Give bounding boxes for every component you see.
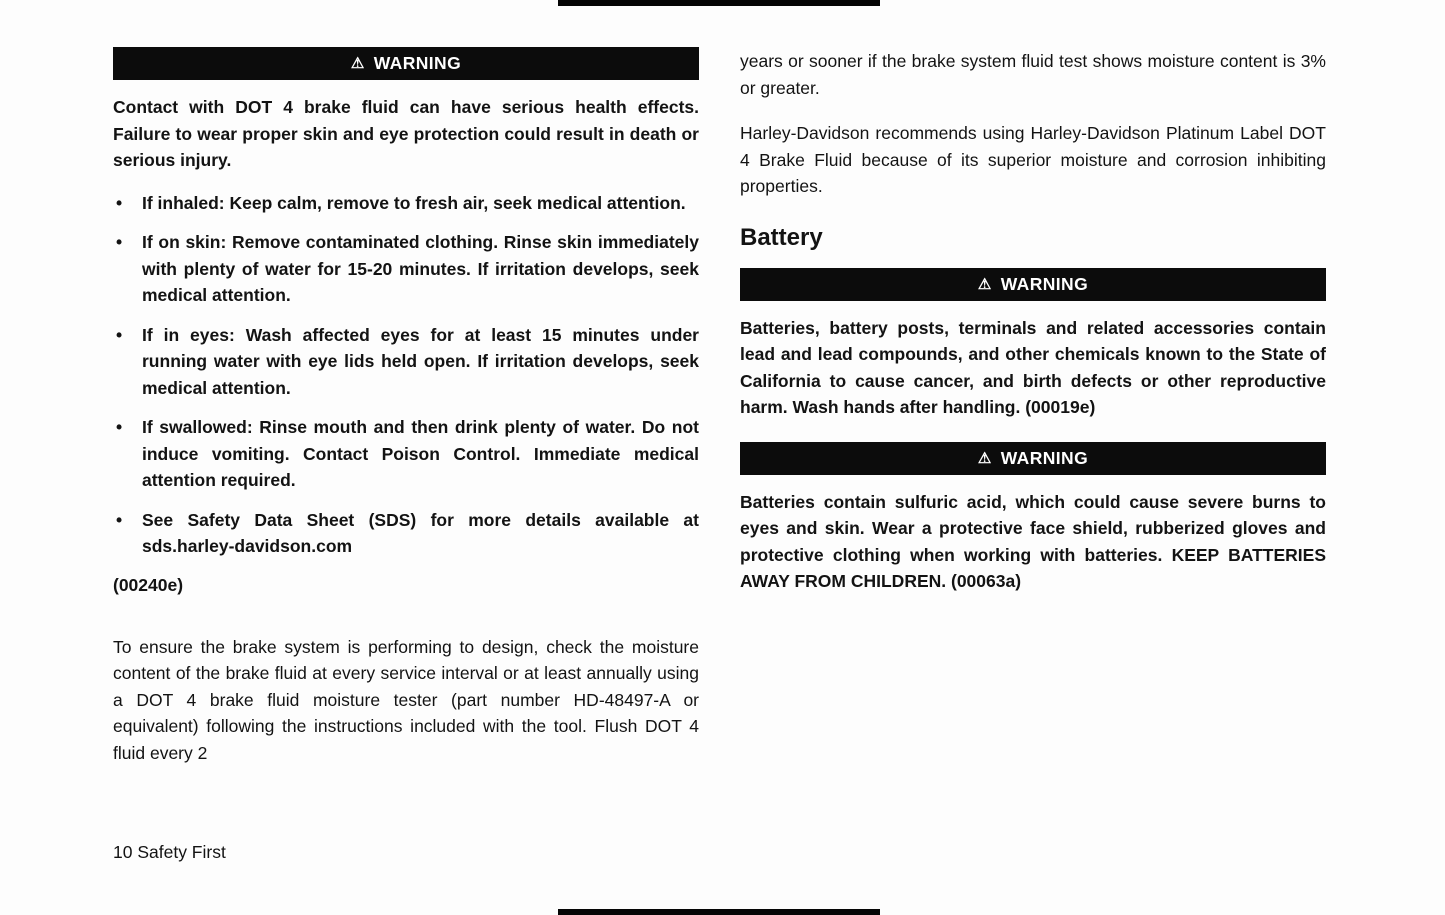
brake-fluid-bullet-list bbox=[113, 190, 699, 560]
recommendation-paragraph: Harley-Davidson recommends using Harley-Davidson Platinum Label DOT 4 Brake Fluid because of its superior moisture and corrosion inhibiting properties. bbox=[740, 123, 1326, 196]
list-item: • If in eyes: Wash affected eyes for at least 15 minutes under running water with eye lids held open. If irritation develops, seek medical attention. bbox=[113, 322, 699, 402]
warning-code-ref: (00240e) bbox=[113, 574, 184, 595]
warning-banner-brake-fluid bbox=[113, 47, 699, 80]
list-item: • If on skin: Remove contaminated clothing. Rinse skin immediately with plenty of water for 15-20 minutes. If irritation develops, seek medical attention. bbox=[113, 229, 699, 309]
warning-banner-battery-lead bbox=[740, 268, 1326, 301]
brake-fluid-warning-text: Contact with DOT 4 brake fluid can have serious health effects. Failure to wear proper skin and eye protection could result in death or serious injury. bbox=[113, 97, 699, 170]
scan-artifact-top bbox=[558, 0, 880, 6]
warning-banner-label: WARNING bbox=[373, 53, 462, 73]
battery-acid-warning-text: Batteries contain sulfuric acid, which could cause severe burns to eyes and skin. Wear a protective face shield, rubberized gloves and protective clothing when working with batteries. KEEP BATTERIES AWAY FROM CHILDREN. (00063a) bbox=[740, 491, 1326, 591]
brake-fluid-continuation-paragraph: years or sooner if the brake system fluid test shows moisture content is 3% or greater. bbox=[740, 51, 1326, 98]
warning-icon: ⚠ bbox=[977, 275, 992, 293]
warning-icon: ⚠ bbox=[350, 55, 365, 72]
page-footer: 10 Safety First bbox=[113, 842, 226, 862]
warning-icon: ⚠ bbox=[977, 449, 992, 467]
battery-section-heading: Battery bbox=[740, 223, 823, 251]
list-item: • If inhaled: Keep calm, remove to fresh air, seek medical attention. bbox=[113, 190, 699, 217]
list-item: • If swallowed: Rinse mouth and then drink plenty of water. Do not induce vomiting. Contact Poison Control. Immediate medical attention required. bbox=[113, 414, 699, 494]
brake-fluid-maintenance-paragraph: To ensure the brake system is performing to design, check the moisture content of the brake fluid at every service interval or at least annually using a DOT 4 brake fluid moisture tester (part number HD-48497-A or equivalent) following the instructions included with the tool. Flush DOT 4 fluid every 2 bbox=[113, 636, 699, 763]
right-column bbox=[740, 48, 1326, 595]
scan-artifact-bottom bbox=[558, 909, 880, 915]
battery-lead-warning-text: Batteries, battery posts, terminals and related accessories contain lead and lead compounds, and other chemicals known to the State of California to cause cancer, and birth defects or other reproductive harm. Wash hands after handling. (00019e) bbox=[740, 317, 1326, 417]
warning-banner-label: WARNING bbox=[1000, 273, 1089, 294]
warning-banner-label: WARNING bbox=[1000, 447, 1089, 468]
left-column bbox=[113, 47, 699, 766]
list-item: • See Safety Data Sheet (SDS) for more details available at sds.harley-davidson.com bbox=[113, 507, 699, 560]
warning-banner-battery-acid bbox=[740, 442, 1326, 475]
